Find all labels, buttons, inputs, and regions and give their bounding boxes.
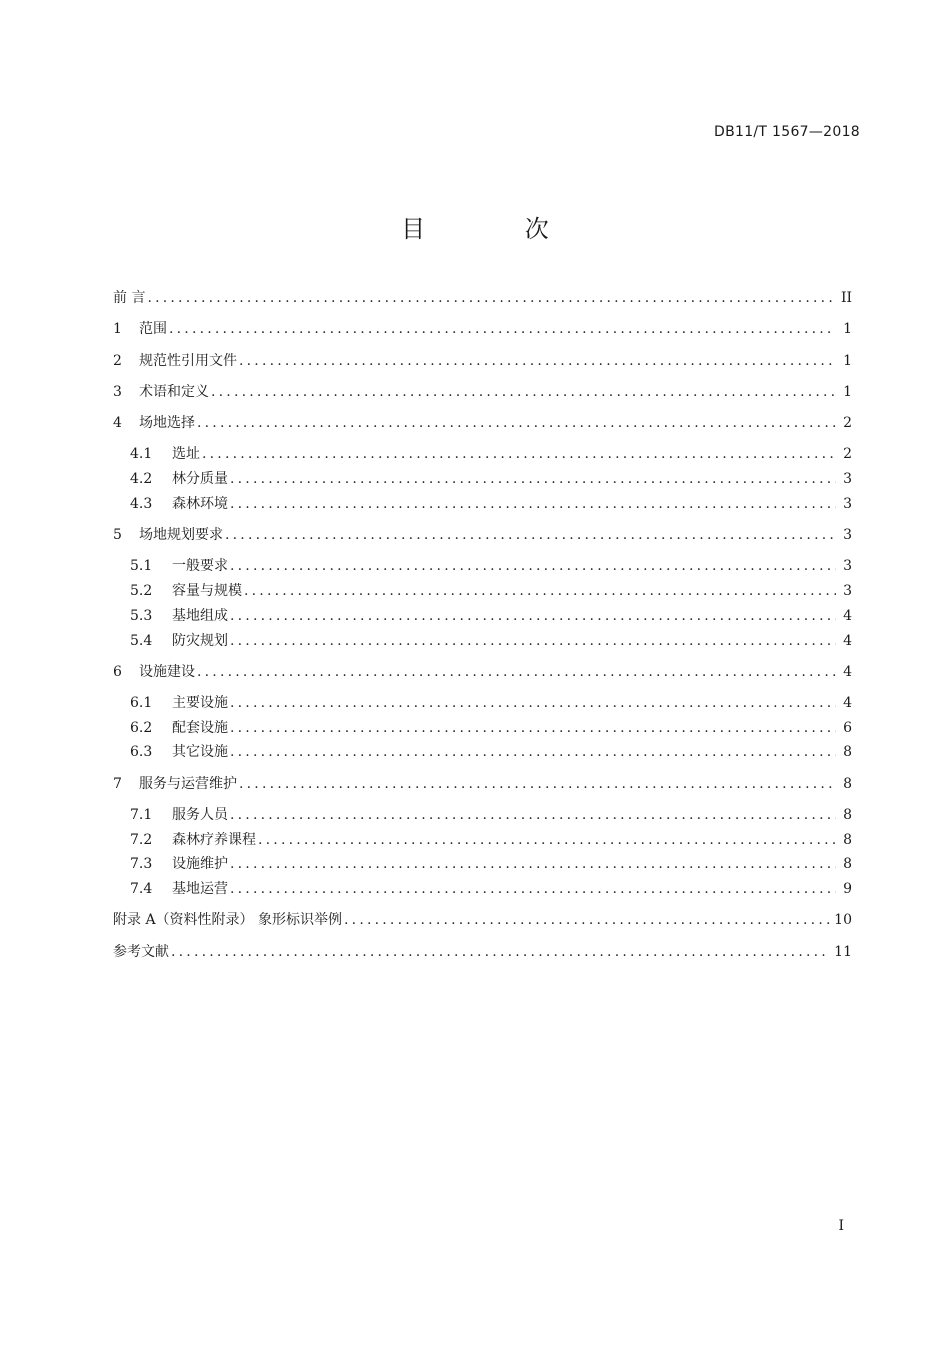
toc-dot-leader <box>230 693 836 713</box>
toc-entry-number: 6.2 <box>130 719 153 736</box>
toc-entry-page: 8 <box>843 831 852 848</box>
toc-dot-leader <box>171 942 830 962</box>
toc-entry-page: 6 <box>843 719 852 736</box>
toc-entry-label: 森林环境 <box>172 495 228 512</box>
toc-entry-page: 8 <box>843 744 852 761</box>
toc-entry[interactable] <box>113 942 852 962</box>
toc-dot-leader <box>197 662 836 682</box>
toc-entry[interactable] <box>130 581 852 601</box>
toc-entry-page: 8 <box>843 775 852 792</box>
toc-entry-number: 1 <box>113 321 122 338</box>
toc-entry[interactable] <box>130 742 852 762</box>
toc-entry-number: 5.2 <box>130 582 153 599</box>
toc-entry-label: 范围 <box>139 321 167 338</box>
toc-entry-number: 4.1 <box>130 446 153 463</box>
toc-entry-number: 7.1 <box>130 806 153 823</box>
toc-entry-number: 6.1 <box>130 694 153 711</box>
toc-entry-label: 容量与规模 <box>172 582 242 599</box>
toc-dot-leader <box>230 494 836 514</box>
toc-entry[interactable] <box>130 854 852 874</box>
toc-dot-leader <box>230 854 836 874</box>
toc-entry-label: 服务与运营维护 <box>139 775 237 792</box>
toc-dot-leader <box>230 742 836 762</box>
toc-entry-number: 4.3 <box>130 495 153 512</box>
toc-entry-page: 9 <box>843 881 852 898</box>
toc-entry[interactable] <box>113 288 852 308</box>
toc-entry[interactable] <box>113 382 852 402</box>
toc-entry-label: 设施维护 <box>172 856 228 873</box>
toc-entry[interactable] <box>130 469 852 489</box>
toc-dot-leader <box>230 879 836 899</box>
toc-entry-label: 配套设施 <box>172 719 228 736</box>
toc-entry[interactable] <box>130 718 852 738</box>
toc-dot-leader <box>344 910 830 930</box>
toc-entry-page: 4 <box>843 607 852 624</box>
toc-entry[interactable] <box>130 631 852 651</box>
toc-dot-leader <box>230 556 836 576</box>
document-code: DB11/T 1567—2018 <box>714 124 860 140</box>
toc-entry-page: 4 <box>843 663 852 680</box>
toc-entry-page: 8 <box>843 856 852 873</box>
toc-entry-page: 3 <box>843 471 852 487</box>
toc-entry-number: 6.3 <box>130 744 153 761</box>
toc-entry-number: 5.4 <box>130 632 153 649</box>
toc-dot-leader <box>230 718 836 738</box>
toc-dot-leader <box>202 444 836 464</box>
toc-entry-page: 4 <box>843 694 852 711</box>
toc-dot-leader <box>230 805 836 825</box>
toc-entry-page: 3 <box>843 558 852 575</box>
toc-dot-leader <box>239 774 836 794</box>
toc-entry[interactable] <box>113 910 852 930</box>
toc-entry-page: 11 <box>834 943 852 960</box>
toc-entry-page: 1 <box>843 352 852 369</box>
toc-entry-label: 主要设施 <box>172 694 228 711</box>
toc-dot-leader <box>244 581 836 601</box>
toc-entry-number: 4.2 <box>130 471 153 487</box>
toc-entry[interactable] <box>130 805 852 825</box>
toc-entry-label: 规范性引用文件 <box>139 352 237 369</box>
toc-entry-number: 5.3 <box>130 607 153 624</box>
toc-entry-label: 设施建设 <box>139 663 195 680</box>
toc-entry[interactable] <box>113 662 852 682</box>
toc-entry[interactable] <box>113 774 852 794</box>
toc-entry-page: 4 <box>843 632 852 649</box>
toc-dot-leader <box>211 382 836 402</box>
toc-entry-label: 术语和定义 <box>139 383 209 400</box>
toc-entry-number: 6 <box>113 663 122 680</box>
toc-entry-label: 森林疗养课程 <box>172 831 256 848</box>
toc-entry-number: 7.2 <box>130 831 153 848</box>
toc-entry-label: 防灾规划 <box>172 632 228 649</box>
toc-entry-page: 8 <box>843 806 852 823</box>
toc-dot-leader <box>225 525 836 545</box>
toc-dot-leader <box>230 469 836 489</box>
toc-entry-page: 10 <box>834 912 852 929</box>
toc-dot-leader <box>230 631 836 651</box>
toc-entry[interactable] <box>130 693 852 713</box>
toc-entry-label: 参考文献 <box>113 943 169 960</box>
toc-entry[interactable] <box>113 413 852 433</box>
toc-entry-label: 林分质量 <box>172 471 228 487</box>
toc-entry-number: 4 <box>113 415 122 432</box>
toc-entry-label: 一般要求 <box>172 558 228 575</box>
toc-entry-page: 1 <box>843 383 852 400</box>
toc-entry-number: 2 <box>113 352 122 369</box>
toc-dot-leader <box>169 319 836 339</box>
toc-entry-label: 附录 A（资料性附录） 象形标识举例 <box>113 912 343 929</box>
toc-entry[interactable] <box>113 351 852 371</box>
page-number: I <box>838 1218 844 1234</box>
toc-dot-leader <box>258 830 836 850</box>
toc-entry[interactable] <box>130 494 852 514</box>
toc-entry-number: 5 <box>113 527 122 544</box>
toc-entry-label: 场地选择 <box>139 415 195 432</box>
toc-entry-page: 1 <box>843 321 852 338</box>
toc-entry-number: 7 <box>113 775 122 792</box>
toc-entry[interactable] <box>130 606 852 626</box>
toc-dot-leader <box>230 606 836 626</box>
toc-entry-label: 前 言 <box>113 290 146 306</box>
toc-dot-leader <box>147 288 836 308</box>
toc-entry[interactable] <box>113 319 852 339</box>
toc-entry[interactable] <box>130 830 852 850</box>
page-title: 目 次 <box>401 215 595 243</box>
toc-entry-number: 7.3 <box>130 856 153 873</box>
toc-entry[interactable] <box>130 444 852 464</box>
toc-entry-number: 5.1 <box>130 558 153 575</box>
toc-entry-label: 选址 <box>172 446 200 463</box>
toc-entry-page: II <box>840 290 852 306</box>
toc-entry-page: 3 <box>843 582 852 599</box>
toc-entry-label: 服务人员 <box>172 806 228 823</box>
toc-entry-number: 7.4 <box>130 881 153 898</box>
toc-entry-label: 其它设施 <box>172 744 228 761</box>
toc-entry-number: 3 <box>113 383 122 400</box>
toc-entry[interactable] <box>113 525 852 545</box>
toc-entry-page: 3 <box>843 527 852 544</box>
toc-entry-page: 2 <box>843 415 852 432</box>
toc-entry-label: 基地运营 <box>172 881 228 898</box>
toc-dot-leader <box>197 413 836 433</box>
toc-dot-leader <box>239 351 836 371</box>
toc-entry-page: 3 <box>843 495 852 512</box>
toc-entry[interactable] <box>130 556 852 576</box>
toc-entry-label: 基地组成 <box>172 607 228 624</box>
toc-entry-page: 2 <box>843 446 852 463</box>
toc-entry-label: 场地规划要求 <box>139 527 223 544</box>
toc-entry[interactable] <box>130 879 852 899</box>
